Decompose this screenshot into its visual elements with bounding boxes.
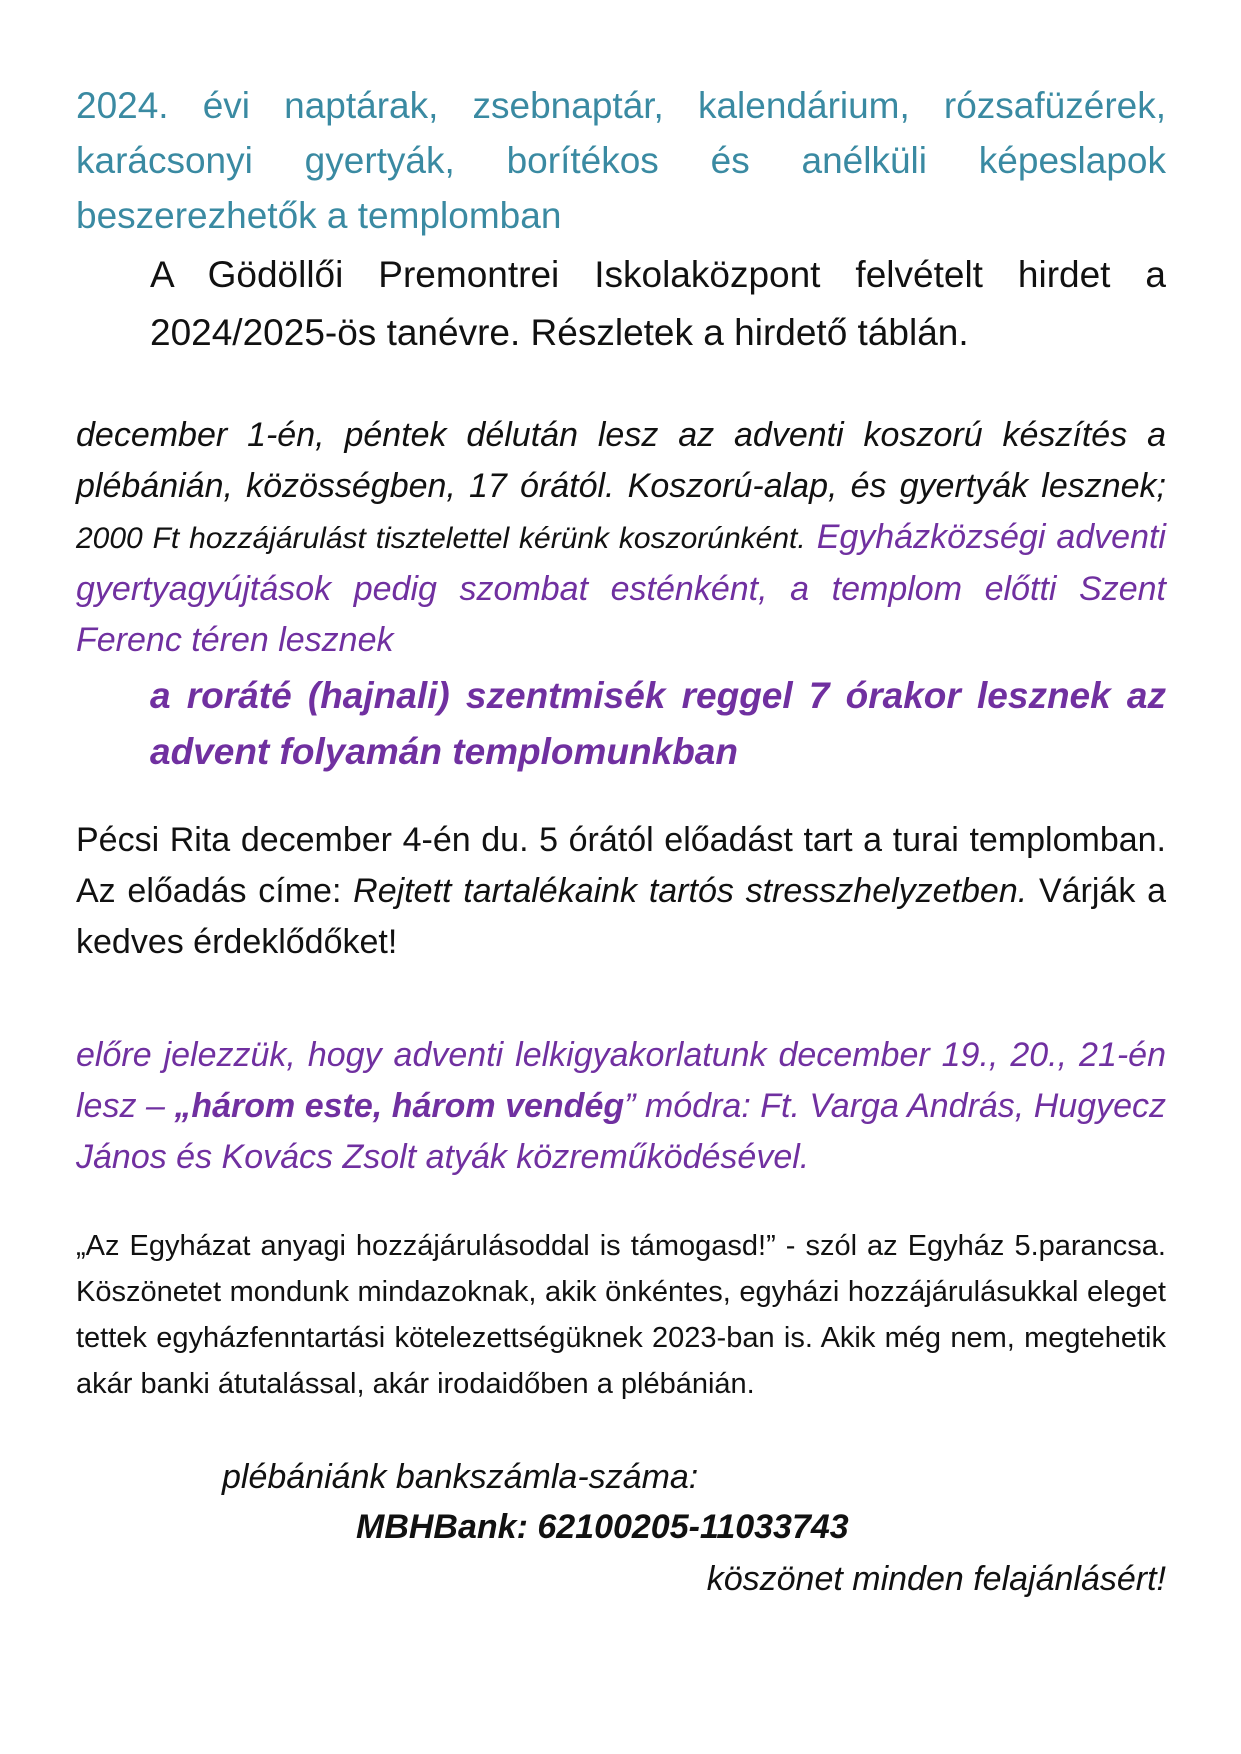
wreath-text-1: december 1-én, péntek délután lesz az adventi koszorú készítés a plébánián, közösségben, 17 órától. Koszorú-alap, és gyertyák lesznek; — [76, 416, 1166, 505]
wreath-text-2: 2000 Ft hozzájárulást tisztelettel kérünk koszorúnként. — [76, 522, 806, 555]
lecture-outro: Várják a kedves érdeklődőket! — [76, 872, 1166, 961]
lecture-intro: Pécsi Rita december 4-én du. 5 órától előadást tart a turai templomban. Az előadás címe: — [76, 821, 1166, 910]
retreat-emphasis: „három este, három vendég — [174, 1087, 625, 1125]
thanks-line: köszönet minden felajánlásért! — [706, 1560, 1166, 1598]
retreat-text-1: előre jelezzük, hogy adventi lelkigyakorlatunk december 19., 20., 21-én lesz – — [76, 1036, 1166, 1125]
calendars-announcement: 2024. évi naptárak, zsebnaptár, kalendárium, rózsafüzérek, karácsonyi gyertyák, borítékos és anélküli képeslapok beszerezhetők a templomban — [76, 85, 1166, 236]
advent-wreath-announcement — [76, 410, 1166, 666]
rorate-mass-announcement: a roráté (hajnali) szentmisék reggel 7 órakor lesznek az advent folyamán templomunkban — [150, 675, 1166, 772]
retreat-text-2: ” módra: Ft. Varga András, Hugyecz János és Kovács Zsolt atyák közreműködésével. — [76, 1087, 1167, 1176]
candle-lighting-text: Egyházközségi adventi gyertyagyújtások pedig szombat esténként, a templom előtti Szent Ferenc téren lesznek — [76, 518, 1166, 659]
school-admission-announcement: A Gödöllői Premontrei Iskolaközpont felvételt hirdet a 2024/2025-ös tanévre. Részletek a hirdető táblán. — [150, 254, 1166, 353]
lecture-announcement — [76, 815, 1166, 968]
bank-account-number: MBHBank: 62100205-11033743 — [356, 1508, 849, 1546]
donation-announcement: „Az Egyházat anyagi hozzájárulásoddal is támogasd!” - szól az Egyház 5.parancsa. Köszönetet mondunk mindazoknak, akik önkéntes, egyházi hozzájárulásukkal eleget tettek egyházfenntartási kötelezettségüknek 2023-ban is. Akik még nem, megtehetik akár banki átutalással, akár irodaidőben a plébánián. — [76, 1230, 1166, 1400]
bank-account-label: plébániánk bankszámla-száma: — [222, 1458, 699, 1496]
retreat-announcement — [76, 1030, 1166, 1183]
lecture-title: Rejtett tartalékaink tartós stresszhelyzetben. — [353, 872, 1028, 910]
